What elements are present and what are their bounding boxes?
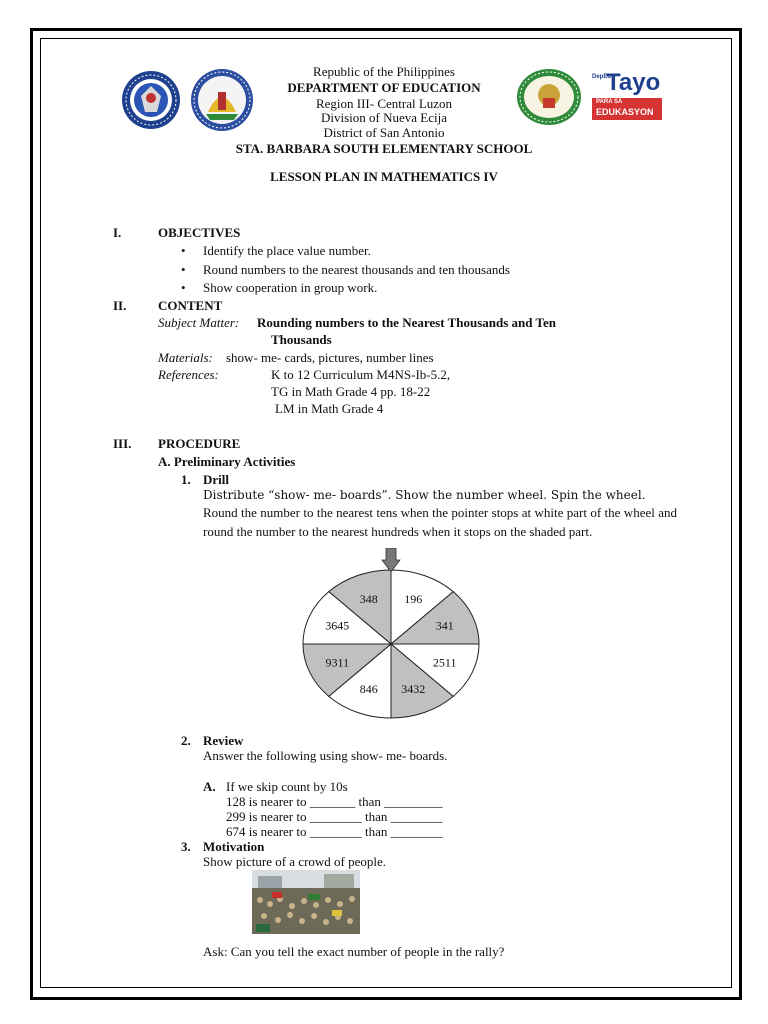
procedure-number: III.: [113, 436, 132, 451]
wheel-number-label: 341: [435, 618, 454, 633]
subject-matter-value-cont: Thousands: [271, 332, 332, 347]
crowd-photo: [252, 870, 360, 934]
materials-label: Materials:: [158, 350, 213, 365]
review-item: 299 is nearer to ________ than ________: [226, 809, 443, 824]
motivation-number: 3.: [181, 839, 191, 854]
wheel-number-label: 846: [359, 682, 378, 697]
ask-question: Ask: Can you tell the exact number of people in the rally?: [203, 944, 505, 959]
tayo-logo-big: Tayo: [606, 69, 661, 96]
wheel-number-label: 196: [404, 591, 423, 606]
references-label: References:: [158, 367, 219, 382]
skip-count-label: A.: [203, 779, 216, 794]
drill-title: Drill: [203, 472, 229, 487]
wheel-number-label: 3645: [325, 618, 350, 633]
wheel-number-label: 2511: [432, 655, 457, 670]
objective-item: • Round numbers to the nearest thousands and ten thousands: [203, 261, 510, 278]
motivation-instruction: Show picture of a crowd of people.: [203, 854, 387, 869]
review-title: Review: [203, 733, 244, 748]
subject-matter-value: Rounding numbers to the Nearest Thousands and Ten: [257, 315, 556, 330]
lesson-title: LESSON PLAN IN MATHEMATICS IV: [270, 169, 498, 184]
materials-value: show- me- cards, pictures, number lines: [226, 350, 434, 365]
wheel-number-label: 3432: [401, 682, 426, 697]
review-item: 674 is nearer to ________ than ________: [226, 824, 443, 839]
header-region: Region III- Central Luzon: [315, 96, 453, 111]
review-number: 2.: [181, 733, 191, 748]
wheel-number-label: 9311: [325, 655, 350, 670]
reference-item: TG in Math Grade 4 pp. 18-22: [271, 384, 431, 399]
drill-paragraph: Round the number to the nearest tens when the pointer stops at white part of the wheel and round the number to the nearest hundreds when it stops on the shaded part.: [203, 505, 677, 539]
procedure-title: PROCEDURE: [158, 436, 241, 451]
objectives-number: I.: [113, 225, 122, 240]
reference-item: K to 12 Curriculum M4NS-Ib-5.2,: [271, 367, 451, 382]
tayo-logo-line1: PARA SA: [596, 99, 623, 105]
header-republic: Republic of the Philippines: [313, 64, 455, 79]
preliminary-activities-heading: A. Preliminary Activities: [158, 454, 296, 469]
content-number: II.: [113, 298, 127, 313]
school-name: STA. BARBARA SOUTH ELEMENTARY SCHOOL: [235, 141, 533, 156]
content-title: CONTENT: [158, 298, 223, 313]
motivation-title: Motivation: [203, 839, 265, 854]
objective-item: • Identify the place value number.: [203, 242, 371, 259]
review-instruction: Answer the following using show- me- boards.: [203, 748, 448, 763]
wheel-pointer-arrow: [382, 548, 400, 572]
tayo-logo-line2: EDUKASYON: [596, 107, 654, 117]
header-department: DEPARTMENT OF EDUCATION: [287, 80, 481, 95]
reference-item: LM in Math Grade 4: [275, 401, 384, 416]
drill-number: 1.: [181, 472, 191, 487]
skip-count-text: If we skip count by 10s: [226, 779, 348, 794]
review-item: 128 is nearer to _______ than _________: [226, 794, 443, 809]
subject-matter-label: Subject Matter:: [158, 315, 240, 330]
tayo-logo-small: DepEd: [592, 74, 612, 80]
header-division: Division of Nueva Ecija: [321, 110, 447, 125]
objective-item: • Show cooperation in group work.: [203, 279, 377, 296]
number-wheel: [300, 548, 482, 720]
header-district: District of San Antonio: [323, 125, 445, 140]
wheel-number-label: 348: [359, 591, 378, 606]
objectives-title: OBJECTIVES: [158, 225, 241, 240]
drill-instruction: Distribute “show- me- boards”. Show the number wheel. Spin the wheel.: [203, 488, 646, 502]
